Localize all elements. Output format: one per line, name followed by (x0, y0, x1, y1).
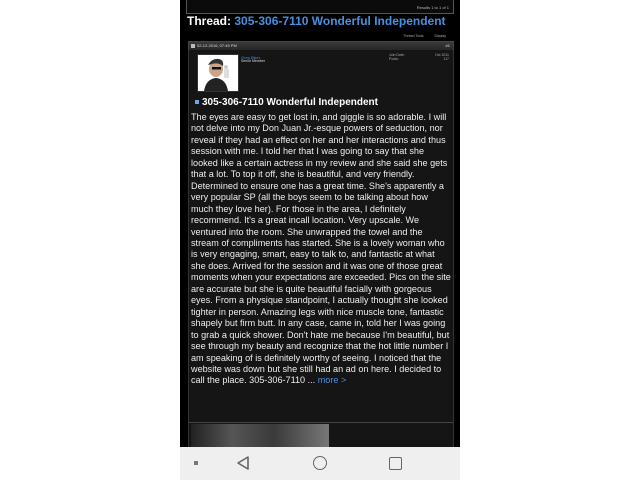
forum-screen (180, 0, 460, 480)
avatar[interactable] (197, 54, 239, 92)
post-status-icon (191, 44, 195, 48)
thread-title (187, 14, 457, 28)
join-date-label: Join Date: (389, 53, 405, 57)
username-link[interactable]: Greg Biker (241, 55, 261, 60)
more-link[interactable]: more > (317, 375, 347, 386)
post-divider (189, 422, 453, 423)
nav-dot-icon[interactable] (194, 461, 198, 465)
posts-value: 117 (443, 57, 449, 61)
avatar-image (198, 55, 238, 91)
post-date: 02-12-2016, 07:45 PM (197, 43, 237, 48)
results-count: Results 1 to 1 of 1 (416, 5, 449, 10)
post-number[interactable]: #1 (445, 43, 450, 48)
results-box (186, 0, 454, 14)
android-nav-bar (180, 447, 460, 480)
recents-icon[interactable] (389, 457, 402, 470)
post-text (191, 112, 451, 387)
user-title: Senior Member (241, 59, 265, 63)
thread-title-link[interactable]: 305-306-7110 Wonderful Independent (234, 14, 446, 28)
thread-tools-menu[interactable]: Thread Tools (403, 34, 424, 38)
back-icon[interactable] (236, 455, 250, 471)
post-title-icon (195, 100, 199, 104)
post-message: The eyes are easy to get lost in, and giggle is so adorable. I will not delve into my Don Juan Jr.-esque powers of seduction, nor reveal if they had an effect on her and her interactions and thus session with me. I told her that I was going to say that she looked like a certain actress in my review and she said she gets that a lot. To top it off, she is beautiful, and very friendly. Determined to ensure one has a great time. She's apparently a very popular SP (all the boys seem to be talking about how much they love her). For those in the area, I definitely recommend. It's a great incall location. Very upscale. We ventured into the room. She unwrapped the towel and the stream of compliments has started. She is a lovely woman who is very engaging, smart, easy to talk to, and fantastic at what she does. Arrived for the session and it was one of those great moments when your expectations are exceeded. Pics on the site are accurate but she is quite beautiful facially with gorgeous eyes. From a physique standpoint, I actually thought she looked tighter in person. Amazing legs with nice muscle tone, fantastic shapely but firm butt. In any case, came in, told her I was going to grab a quick shower. Don't hate me because I'm beautiful, but see through my beauty and recognize that the hot little number I am speaking of is definitely worthy of seeing. I noticed that the website was down but she still had an ad on here. I decided to call the place. 305-306-7110 ... (191, 112, 451, 386)
post-title-text: 305-306-7110 Wonderful Independent (202, 97, 378, 108)
user-stats (389, 53, 451, 61)
thread-tools (393, 34, 446, 38)
post-title (195, 97, 378, 108)
display-menu[interactable]: Display (434, 34, 446, 38)
post-body (188, 50, 454, 480)
posts-label: Posts: (389, 57, 399, 61)
home-icon[interactable] (313, 456, 327, 470)
thread-label: Thread: (187, 14, 232, 28)
join-date-value: Oct 2011 (435, 53, 449, 57)
attached-image[interactable] (191, 424, 329, 448)
